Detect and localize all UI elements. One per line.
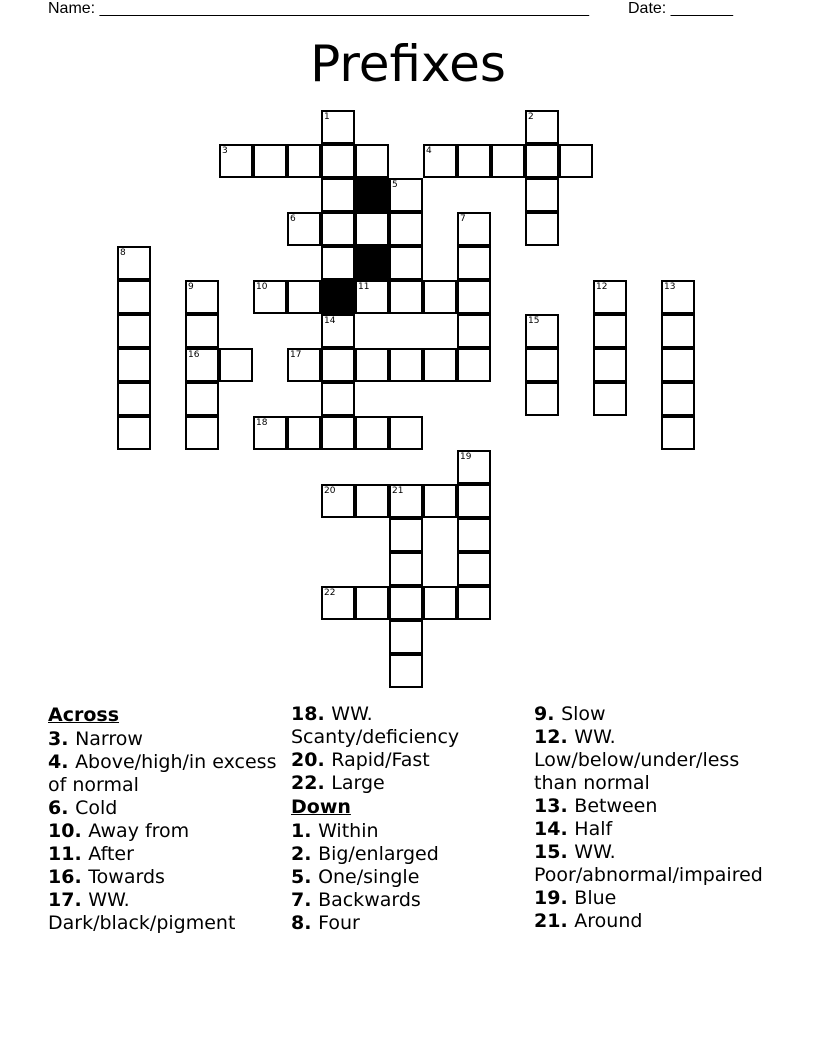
black-cell [355,178,389,212]
crossword-cell[interactable] [457,518,491,552]
clue-item [48,843,280,866]
clue-text: After [88,843,134,865]
clue-number: 7 [460,214,466,224]
clue-number: 20. [291,749,332,771]
crossword-cell[interactable] [117,382,151,416]
clue-text: Four [318,912,360,934]
clue-number: 21. [534,910,575,932]
clue-text: Above/high/in excess of normal [48,751,277,796]
crossword-cell[interactable] [287,416,321,450]
clue-number: 3. [48,728,76,750]
crossword-cell[interactable] [389,348,423,382]
crossword-cell[interactable] [321,586,355,620]
crossword-cell[interactable] [423,484,457,518]
crossword-cell[interactable] [185,416,219,450]
clue-item [291,866,526,889]
clue-text: Towards [88,866,165,888]
crossword-cell[interactable] [117,280,151,314]
crossword-cell[interactable] [525,382,559,416]
clue-number: 17 [290,350,302,360]
clue-text: Rapid/Fast [331,749,430,771]
crossword-cell[interactable] [389,416,423,450]
clue-item [534,749,768,772]
clue-number: 2. [291,843,319,865]
clue-item [534,818,768,841]
clue-number: 16 [188,350,200,360]
clue-number: 8 [120,248,126,258]
crossword-cell[interactable] [355,348,389,382]
crossword-cell[interactable] [423,280,457,314]
clue-number: 7. [291,889,319,911]
crossword-cell[interactable] [661,348,695,382]
crossword-cell[interactable] [287,144,321,178]
crossword-cell[interactable] [389,518,423,552]
clue-item [48,866,280,889]
clue-text: Big/enlarged [318,843,439,865]
crossword-cell[interactable] [389,654,423,688]
clue-item [534,726,768,749]
clue-item [48,751,280,797]
clue-number: 15 [528,316,540,326]
clue-text: Narrow [75,728,143,750]
crossword-cell[interactable] [457,246,491,280]
clue-text: Cold [75,797,118,819]
crossword-cell[interactable] [355,280,389,314]
crossword-cell[interactable] [321,178,355,212]
clue-text: WW. Scanty/deficiency [291,703,460,748]
clue-number: 21 [392,486,404,496]
clue-text: Large [331,772,385,794]
crossword-cell[interactable] [389,178,423,212]
crossword-cell[interactable] [253,416,287,450]
clue-item [48,889,280,935]
clue-text: WW. Dark/black/pigment [48,889,236,934]
crossword-cell[interactable] [321,246,355,280]
crossword-cell[interactable] [423,144,457,178]
crossword-cell[interactable] [525,178,559,212]
crossword-cell[interactable] [321,110,355,144]
crossword-cell[interactable] [661,382,695,416]
crossword-cell[interactable] [321,484,355,518]
crossword-cell[interactable] [423,348,457,382]
clue-text: Blue [574,887,617,909]
crossword-cell[interactable] [355,586,389,620]
clue-number: 6 [290,214,296,224]
clue-number: 13. [534,795,575,817]
crossword-cell[interactable] [457,586,491,620]
crossword-cell[interactable] [389,484,423,518]
clue-text: Away from [88,820,190,842]
crossword-cell[interactable] [355,416,389,450]
crossword-cell[interactable] [117,348,151,382]
crossword-cell[interactable] [661,416,695,450]
clue-number: 12. [534,726,575,748]
crossword-cell[interactable] [117,314,151,348]
clue-number: 22. [291,772,332,794]
clue-number: 18. [291,703,332,725]
clue-text: Around [574,910,643,932]
clue-item [534,910,768,933]
crossword-cell[interactable] [185,280,219,314]
clue-number: 4 [426,146,432,156]
clue-item [291,889,526,912]
clue-number: 8. [291,912,319,934]
crossword-cell[interactable] [593,348,627,382]
clue-item [534,795,768,818]
clue-text: WW. [574,726,616,748]
clue-item [48,820,280,843]
clue-number: 10 [256,282,268,292]
clues-column-1 [48,703,280,935]
crossword-cell[interactable] [389,586,423,620]
clue-number: 5. [291,866,319,888]
crossword-cell[interactable] [661,280,695,314]
clue-text: WW. [574,841,616,863]
clue-item [48,797,280,820]
clue-text: Between [574,795,658,817]
clue-text: than normal [534,772,650,794]
crossword-cell[interactable] [389,552,423,586]
crossword-cell[interactable] [559,144,593,178]
clue-number: 16. [48,866,89,888]
clue-item [534,772,768,795]
clue-number: 3 [222,146,228,156]
clue-number: 19 [460,452,472,462]
crossword-cell[interactable] [117,246,151,280]
black-cell [321,280,355,314]
clue-number: 14. [534,818,575,840]
black-cell [355,246,389,280]
crossword-cell[interactable] [525,348,559,382]
clue-item [291,820,526,843]
clue-text: Low/below/under/less [534,749,740,771]
clue-text: Poor/abnormal/impaired [534,864,763,886]
crossword-cell[interactable] [389,212,423,246]
crossword-cell[interactable] [321,416,355,450]
crossword-cell[interactable] [219,144,253,178]
clue-text: Within [318,820,379,842]
clue-item [534,887,768,910]
crossword-cell[interactable] [287,348,321,382]
crossword-cell[interactable] [525,212,559,246]
crossword-cell[interactable] [185,382,219,416]
crossword-cell[interactable] [389,280,423,314]
clue-item [291,772,526,795]
clue-number: 2 [528,112,534,122]
crossword-cell[interactable] [593,382,627,416]
clue-number: 10. [48,820,89,842]
crossword-cell[interactable] [253,280,287,314]
crossword-cell[interactable] [525,110,559,144]
clue-item [291,749,526,772]
crossword-cell[interactable] [219,348,253,382]
crossword-cell[interactable] [355,212,389,246]
clue-text: Half [574,818,613,840]
clue-number: 9. [534,703,562,725]
crossword-cell[interactable] [457,212,491,246]
clue-text: Backwards [318,889,421,911]
clue-item [291,703,526,749]
clue-number: 12 [596,282,608,292]
crossword-cell[interactable] [253,144,287,178]
date-line: Date: _______ [628,0,733,17]
crossword-cell[interactable] [525,144,559,178]
name-line: Name: _______________________________________________________ [48,0,589,17]
crossword-cell[interactable] [593,280,627,314]
crossword-cell[interactable] [321,348,355,382]
crossword-cell[interactable] [457,314,491,348]
clue-number: 14 [324,316,336,326]
crossword-cell[interactable] [457,484,491,518]
clue-item [48,728,280,751]
clues-column-2 [291,703,526,935]
clue-number: 4. [48,751,76,773]
crossword-cell[interactable] [185,348,219,382]
clue-number: 1. [291,820,319,842]
crossword-cell[interactable] [525,314,559,348]
clue-number: 11. [48,843,89,865]
clues-column-3 [534,703,768,933]
crossword-cell[interactable] [117,416,151,450]
crossword-cell[interactable] [389,620,423,654]
crossword-cell[interactable] [321,314,355,348]
crossword-cell[interactable] [389,246,423,280]
clue-number: 1 [324,112,330,122]
crossword-cell[interactable] [423,586,457,620]
clue-item [291,843,526,866]
across-heading: Across [48,704,120,726]
clue-number: 5 [392,180,398,190]
clue-number: 17. [48,889,89,911]
crossword-cell[interactable] [457,144,491,178]
crossword-cell[interactable] [321,382,355,416]
crossword-cell[interactable] [185,314,219,348]
crossword-cell[interactable] [321,212,355,246]
clue-item [534,703,768,726]
clue-number: 9 [188,282,194,292]
clue-text: One/single [318,866,420,888]
crossword-cell[interactable] [321,144,355,178]
crossword-cell[interactable] [457,280,491,314]
crossword-cell[interactable] [457,348,491,382]
clue-number: 15. [534,841,575,863]
crossword-cell[interactable] [457,552,491,586]
clue-number: 19. [534,887,575,909]
crossword-cell[interactable] [355,484,389,518]
clue-item [534,841,768,864]
clue-number: 13 [664,282,676,292]
clue-number: 6. [48,797,76,819]
page-title: Prefixes [310,35,506,93]
crossword-cell[interactable] [491,144,525,178]
crossword-cell[interactable] [661,314,695,348]
crossword-cell[interactable] [287,212,321,246]
clue-number: 11 [358,282,370,292]
clue-number: 22 [324,588,336,598]
clue-text: Slow [561,703,606,725]
crossword-cell[interactable] [355,144,389,178]
clue-item [291,912,526,935]
crossword-cell[interactable] [593,314,627,348]
clue-item [534,864,768,887]
clue-number: 20 [324,486,336,496]
down-heading: Down [291,796,351,818]
crossword-cell[interactable] [287,280,321,314]
crossword-cell[interactable] [457,450,491,484]
clue-number: 18 [256,418,268,428]
